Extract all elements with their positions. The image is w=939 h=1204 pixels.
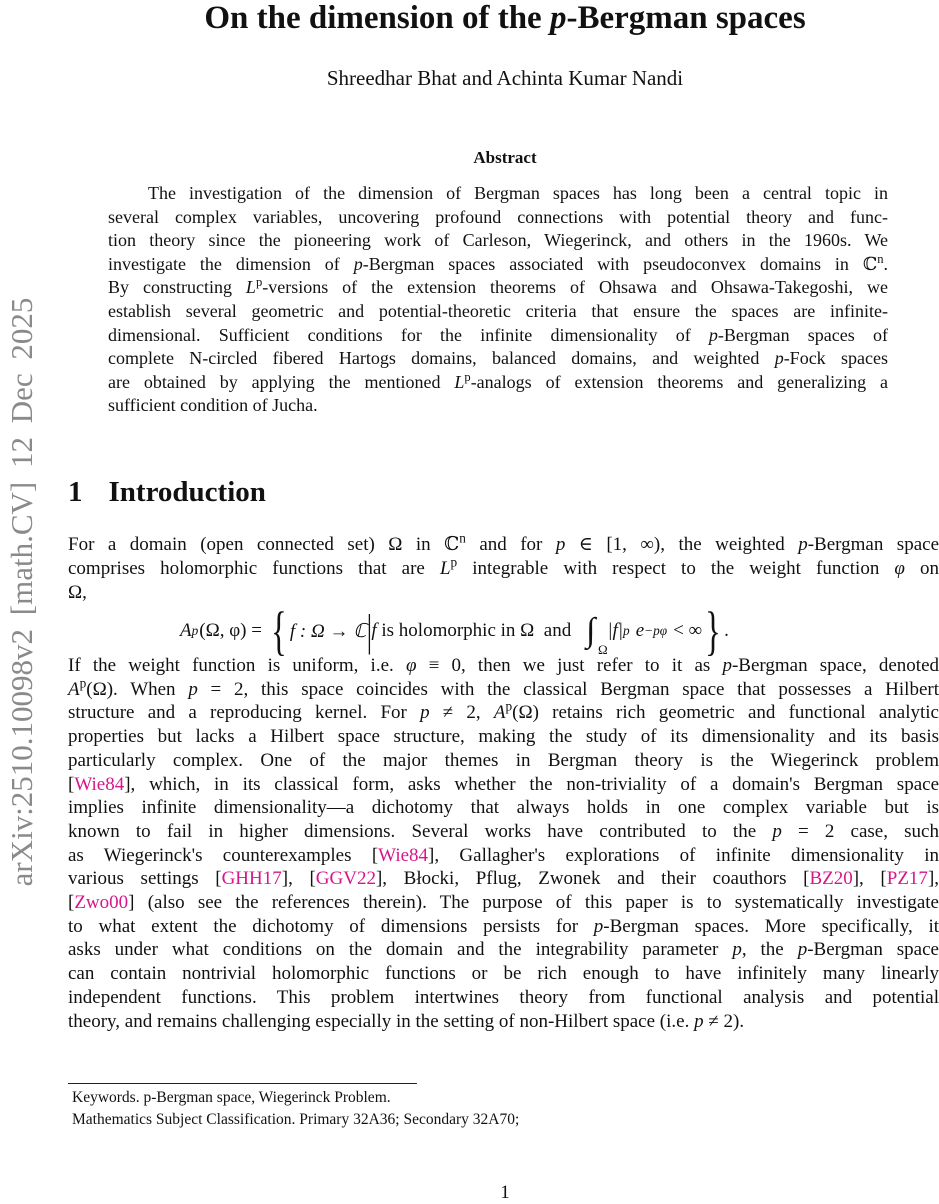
footnote-keywords: Keywords. p-Bergman space, Wiegerinck Problem.	[72, 1089, 391, 1106]
text-run: -Bergman spaces. More specifically, it	[603, 915, 939, 937]
text-run: theory, and remains challenging especially in the setting of non-Hilbert space (i.e.	[68, 1010, 695, 1032]
inline-math: L	[454, 371, 465, 392]
text-run: , Błocki, Pflug, Zwonek and their coauthors	[382, 868, 804, 890]
text-run: By constructing	[108, 277, 246, 298]
text-run: ∈ [1, ∞), the weighted	[565, 534, 799, 555]
text-run: independent functions. This problem intertwines theory from functional analysis and potential	[68, 986, 939, 1008]
bracket: ]	[124, 773, 131, 795]
text-line	[108, 394, 888, 418]
inline-math: φ	[894, 558, 905, 579]
inline-math: A	[493, 702, 506, 724]
inline-math: p	[774, 348, 784, 369]
text-line	[68, 962, 939, 986]
text-run: -Bergman space	[807, 534, 939, 555]
bracket: [	[371, 844, 379, 866]
text-run: For a domain (open connected set) Ω in ℂ	[68, 534, 460, 555]
text-run: particularly complex. One of the major themes in Bergman theory is the Wiegerinck problem	[68, 749, 939, 771]
text-run: , which, in its classical form, asks whether the non-triviality of a domain's Bergman space	[130, 773, 939, 795]
eq-sup: −pφ	[644, 623, 668, 638]
eq-sup: p	[191, 623, 199, 638]
bracket: [	[68, 773, 75, 795]
authors: Shreedhar Bhat and Achinta Kumar Nandi	[326, 66, 684, 90]
superscript: p	[450, 554, 458, 570]
text-line	[68, 915, 939, 939]
text-run: , the	[741, 939, 798, 961]
inline-math: p	[353, 253, 363, 274]
paper-title	[0, 0, 939, 37]
inline-math: p	[798, 534, 808, 555]
text-line	[68, 654, 939, 678]
text-line	[68, 1010, 939, 1034]
text-line	[108, 253, 888, 277]
eq-lhs: A	[180, 620, 192, 641]
text-run: various settings	[68, 868, 216, 890]
text-run: -versions of the extension theorems of Ohsawa and Ohsawa-Takegoshi, we	[262, 277, 888, 298]
citation-link[interactable]: PZ17	[886, 868, 928, 890]
text-run: = 2, this space coincides with the classical Bergman space that possesses a Hilbert	[197, 678, 939, 700]
bracket: ]	[927, 868, 935, 890]
integral-sign	[585, 612, 608, 657]
right-brace: }	[705, 601, 721, 661]
text-run: ≡ 0, then we just refer to it as	[416, 655, 723, 676]
text-run: structure and a reproducing kernel. For	[68, 702, 421, 724]
inline-math: L	[245, 277, 256, 298]
text-run: -Bergman spaces associated with pseudoconvex domains in ℂ	[362, 253, 878, 274]
text-run: (Ω) retains rich geometric and functional analytic	[512, 702, 939, 724]
inline-math: p	[188, 678, 198, 700]
bracket: [	[215, 868, 222, 890]
inline-math: p	[555, 534, 566, 555]
inline-math: p	[694, 1010, 704, 1032]
text-line	[68, 701, 939, 725]
text-run: ≠ 2).	[703, 1010, 745, 1032]
text-line	[108, 276, 888, 300]
text-line	[68, 530, 939, 557]
text-line	[68, 820, 939, 844]
text-run: complete N-circled fibered Hartogs domains, balanced domains, and weighted	[108, 348, 775, 369]
superscript: p	[79, 675, 87, 691]
superscript: n	[459, 530, 466, 546]
intro-paragraph-1	[68, 530, 939, 605]
superscript: p	[464, 369, 471, 384]
title-text: -Bergman spaces	[566, 0, 806, 36]
text-run: comprises holomorphic functions that are	[68, 558, 440, 579]
text-run: tion theory since the pioneering work of Carleson, Wiegerinck, and others in the 1960s. We	[108, 230, 888, 251]
eq-sup: p	[623, 623, 630, 638]
text-run: investigate the dimension of	[108, 253, 354, 274]
text-line	[108, 206, 888, 230]
text-run: properties but lacks a Hilbert space structure, making the study of its dimensionality and its basis	[68, 726, 939, 748]
text-run: can contain nontrivial holomorphic functions or be rich enough to have infinitely many linearly	[68, 963, 939, 985]
eq-integrand: |f|	[607, 620, 624, 641]
text-line	[68, 986, 939, 1010]
text-line	[108, 300, 888, 324]
text-run: ≠ 2,	[429, 702, 494, 724]
superscript: n	[877, 251, 884, 266]
inline-math: p	[708, 324, 718, 345]
inline-math: p	[797, 939, 808, 961]
text-run: The investigation of the dimension of Bergman spaces has long been a central topic in	[148, 183, 888, 203]
text-run: as Wiegerinck's counterexamples	[68, 844, 372, 866]
text-run: dimensional. Sufficient conditions for the infinite dimensionality of	[108, 324, 709, 345]
text-line	[68, 675, 939, 702]
text-line	[108, 371, 888, 395]
title-math: p	[549, 0, 567, 36]
text-line	[108, 229, 888, 253]
text-run: asks under what conditions on the domain and the integrability parameter	[68, 939, 733, 961]
text-run: ,	[288, 868, 310, 890]
text-run: several complex variables, uncovering profound connections with potential theory and func-	[108, 206, 888, 227]
bracket: ]	[281, 868, 289, 890]
text-run: implies infinite dimensionality—a dichotomy that always holds in one complex variable but is	[68, 797, 939, 819]
text-run: to what extent the dichotomy of dimensions persists for	[68, 915, 594, 937]
text-run: (Ω). When	[86, 678, 189, 700]
text-run: = 2 case, such	[781, 820, 939, 842]
eq-f: f	[371, 620, 377, 641]
abstract-heading: Abstract	[473, 148, 537, 167]
abstract-body	[108, 182, 888, 418]
eq-rhs: < ∞	[673, 620, 703, 641]
text-run: -Bergman space	[807, 939, 939, 961]
bracket: [	[68, 892, 75, 914]
eq-bar: |	[366, 606, 372, 655]
bracket: ]	[428, 844, 435, 866]
inline-math: p	[593, 915, 604, 937]
eq-end: .	[724, 620, 729, 641]
intro-paragraph-2	[68, 654, 939, 1033]
integral-domain: Ω	[597, 642, 608, 657]
superscript: p	[255, 275, 263, 290]
citation-link[interactable]: GGV22	[315, 868, 376, 890]
eq-condition: is holomorphic in Ω and	[376, 620, 576, 641]
text-line	[108, 182, 888, 206]
citation-link[interactable]: BZ20	[809, 868, 853, 890]
text-line	[68, 725, 939, 749]
text-run: , Gallagher's explorations of infinite dimensionality in	[434, 844, 939, 866]
text-run: -Bergman spaces of	[717, 324, 888, 345]
text-run: establish several geometric and potential-theoretic criteria that ensure the spaces are infinite-	[108, 300, 888, 321]
text-line	[68, 796, 939, 820]
bracket: [	[309, 868, 316, 890]
inline-math: L	[439, 558, 451, 579]
text-line	[68, 749, 939, 773]
inline-math: p	[420, 702, 430, 724]
text-run: integrable with respect to the weight function	[457, 558, 895, 579]
inline-math: A	[68, 678, 80, 700]
section-title: Introduction	[108, 476, 266, 508]
text-run: .	[883, 253, 888, 274]
text-run: (also see the references therein). The purpose of this paper is to systematically investigate	[134, 892, 939, 914]
eq-args: (Ω, φ) =	[199, 620, 262, 641]
text-run: Ω,	[68, 582, 87, 603]
footnote-msc: Mathematics Subject Classification. Primary 32A36; Secondary 32A70;	[72, 1111, 520, 1128]
text-line	[68, 938, 939, 962]
text-run: are obtained by applying the mentioned	[108, 371, 455, 392]
text-line	[68, 891, 939, 915]
text-line	[68, 581, 939, 605]
integral-glyph: ∫	[585, 612, 596, 649]
section-number: 1	[68, 476, 83, 508]
text-line	[68, 844, 939, 868]
text-run: on	[904, 558, 939, 579]
inline-math: p	[732, 939, 742, 961]
bracket: [	[803, 868, 810, 890]
bracket: [	[880, 868, 887, 890]
citation-link[interactable]: Wie84	[74, 773, 125, 795]
bracket: ]	[128, 892, 135, 914]
inline-math: p	[722, 655, 732, 676]
left-brace: {	[271, 601, 287, 661]
page-number: 1	[500, 1182, 510, 1203]
text-run: -Fock spaces	[783, 348, 888, 369]
eq-exp: e	[635, 620, 645, 641]
text-line	[68, 554, 939, 581]
section-heading	[68, 476, 266, 509]
bracket: ]	[375, 868, 383, 890]
inline-math: p	[772, 820, 782, 842]
footnote-rule	[68, 1083, 417, 1084]
text-line	[108, 324, 888, 348]
arxiv-identifier: arXiv:2510.10098v2 [math.CV] 12 Dec 2025	[4, 297, 39, 887]
bracket: ]	[852, 868, 860, 890]
inline-math: φ	[405, 655, 417, 676]
display-equation	[180, 601, 729, 661]
citation-link[interactable]: Wie84	[378, 844, 429, 866]
citation-link[interactable]: GHH17	[221, 868, 282, 890]
eq-set-left: f : Ω → ℂ	[289, 620, 367, 642]
text-run: sufficient condition of Jucha.	[108, 395, 318, 416]
text-run: and for	[465, 534, 556, 555]
title-text: On the dimension of the	[204, 0, 550, 36]
citation-link[interactable]: Zwo00	[74, 892, 129, 914]
text-run: -analogs of extension theorems and generalizing a	[470, 371, 889, 392]
text-line	[108, 347, 888, 371]
text-run: ,	[859, 868, 881, 890]
text-run: ,	[934, 868, 939, 890]
text-run: If the weight function is uniform, i.e.	[68, 655, 406, 676]
text-line	[68, 867, 939, 891]
superscript: p	[505, 699, 513, 715]
text-run: known to fail in higher dimensions. Several works have contributed to the	[68, 820, 773, 842]
text-run: -Bergman space, denoted	[731, 655, 939, 676]
text-line	[68, 773, 939, 797]
